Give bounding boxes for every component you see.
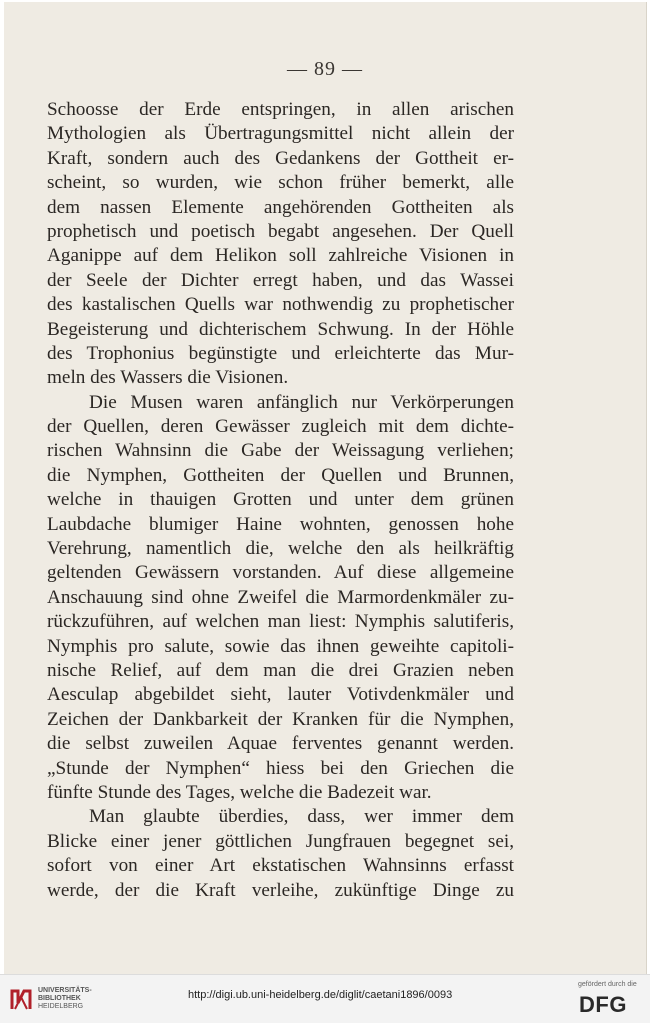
text-line: des kastalischen Quells war nothwendig zu prophetischer <box>47 294 514 316</box>
text-line: der Quellen, deren Gewässer zugleich mit dem dichte- <box>47 416 514 438</box>
text-line: der Seele der Dichter erregt haben, und das Wassei <box>47 269 514 291</box>
text-line: werde, der die Kraft verleihe, zukünftige Dinge zu <box>47 879 514 901</box>
text-line: rückzuführen, auf welchen man liest: Nymphis salutiferis, <box>47 611 514 633</box>
text-line: sofort von einer Art ekstatischen Wahnsinns erfasst <box>47 855 514 877</box>
page-number: — 89 — <box>287 58 363 80</box>
text-line: „Stunde der Nymphen“ hiess bei den Griechen die <box>47 757 514 779</box>
text-line: die Nymphen, Gottheiten der Quellen und Brunnen, <box>47 464 514 486</box>
text-line: nische Relief, auf dem man die drei Grazien neben <box>47 659 514 681</box>
text-line: des Trophonius begünstigte und erleichterte das Mur- <box>47 342 514 364</box>
text-line: fünfte Stunde des Tages, welche die Badezeit war. <box>47 781 432 803</box>
dfg-logo: DFG <box>579 992 627 1017</box>
text-line: Man glaubte überdies, dass, wer immer dem <box>89 806 514 828</box>
text-line: prophetisch und poetisch begabt angesehen. Der Quell <box>47 220 514 242</box>
permalink-url[interactable]: http://digi.ub.uni-heidelberg.de/diglit/caetani1896/0093 <box>188 989 453 1001</box>
text-line: geltenden Gewässern vorstanden. Auf diese allgemeine <box>47 562 514 584</box>
text-line: Zeichen der Dankbarkeit der Kranken für die Nymphen, <box>47 708 514 730</box>
body-text <box>47 98 514 903</box>
viewer-footer <box>0 974 650 1023</box>
text-line: Die Musen waren anfänglich nur Verkörperungen <box>89 391 514 413</box>
text-line: Aesculap abgebildet sieht, lauter Votivdenkmäler und <box>47 684 514 706</box>
text-line: dem nassen Elemente angehörenden Gottheiten als <box>47 196 514 218</box>
text-line: Nymphis pro salute, sowie das ihnen geweihte capitoli- <box>47 635 514 657</box>
text-line: rischen Wahnsinn die Gabe der Weissagung verliehen; <box>47 440 514 462</box>
text-line: Anschauung sind ohne Zweifel die Marmordenkmäler zu- <box>47 586 514 608</box>
text-line: welche in thauigen Grotten und unter dem grünen <box>47 489 514 511</box>
text-line: meln des Wassers die Visionen. <box>47 367 289 389</box>
text-line: Kraft, sondern auch des Gedankens der Gottheit er- <box>47 147 514 169</box>
text-line: Laubdache blumiger Haine wohnten, genossen hohe <box>47 513 514 535</box>
text-line: Verehrung, namentlich die, welche den als heilkräftig <box>47 538 514 560</box>
scanned-page <box>4 2 647 974</box>
library-name: UNIVERSITÄTS- BIBLIOTHEK HEIDELBERG <box>38 987 92 1010</box>
text-line: Schoosse der Erde entspringen, in allen arischen <box>47 99 514 120</box>
university-library-logo-icon <box>8 985 36 1013</box>
text-line: die selbst zuweilen Aquae ferventes genannt werden. <box>47 733 514 755</box>
text-line: Mythologien als Übertragungsmittel nicht allein der <box>47 123 514 145</box>
text-line: Begeisterung und dichterischem Schwung. In der Höhle <box>47 318 514 340</box>
sponsor-caption: gefördert durch die <box>578 981 637 988</box>
text-line: Aganippe auf dem Helikon soll zahlreiche Visionen in <box>47 245 514 267</box>
text-line: Blicke einer jener göttlichen Jungfrauen begegnet sei, <box>47 830 514 852</box>
text-line: scheint, so wurden, wie schon früher bemerkt, alle <box>47 172 514 194</box>
